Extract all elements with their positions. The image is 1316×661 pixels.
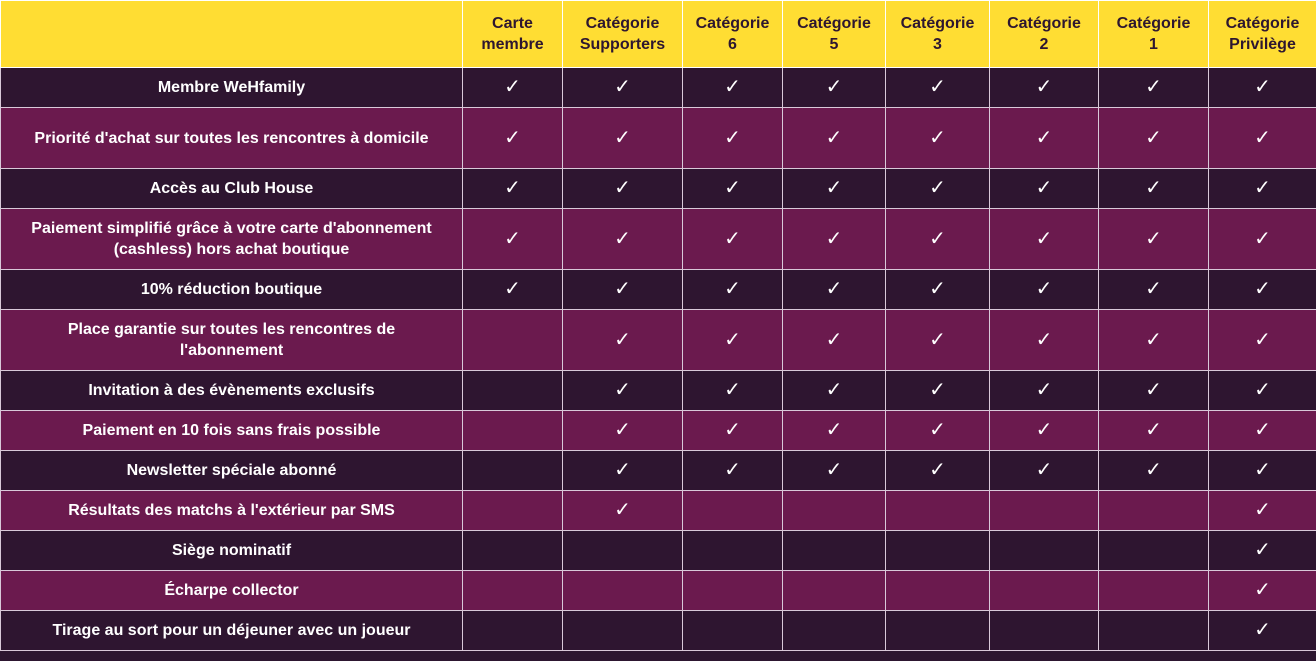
check-cell xyxy=(463,451,563,491)
check-cell xyxy=(783,270,886,310)
checkmark-icon: ✓ xyxy=(1145,326,1162,351)
check-cell xyxy=(1209,169,1316,209)
check-cell xyxy=(563,611,683,651)
check-cell xyxy=(563,411,683,451)
check-cell xyxy=(990,270,1099,310)
check-cell xyxy=(783,491,886,531)
check-cell xyxy=(1099,411,1209,451)
checkmark-icon: ✓ xyxy=(614,276,631,300)
check-cell xyxy=(683,371,783,411)
table-row xyxy=(1,169,1316,209)
check-cell xyxy=(886,611,990,651)
checkmark-icon: ✓ xyxy=(504,175,521,199)
check-cell xyxy=(463,371,563,411)
check-cell xyxy=(886,68,990,108)
check-cell xyxy=(783,411,886,451)
checkmark-icon: ✓ xyxy=(929,417,946,441)
checkmark-icon: ✓ xyxy=(825,417,843,441)
check-cell xyxy=(886,411,990,451)
table-row xyxy=(1,68,1316,108)
check-cell xyxy=(683,571,783,611)
checkmark-icon: ✓ xyxy=(1254,225,1271,250)
checkmark-icon: ✓ xyxy=(1145,225,1162,250)
checkmark-icon: ✓ xyxy=(1145,457,1162,481)
check-cell xyxy=(1099,108,1209,169)
checkmark-icon: ✓ xyxy=(614,457,631,481)
checkmark-icon: ✓ xyxy=(1035,326,1053,351)
check-cell xyxy=(990,68,1099,108)
checkmark-icon: ✓ xyxy=(1254,326,1271,351)
checkmark-icon: ✓ xyxy=(929,377,946,401)
checkmark-icon: ✓ xyxy=(1254,276,1271,300)
checkmark-icon: ✓ xyxy=(614,225,631,250)
checkmark-icon: ✓ xyxy=(1145,276,1162,300)
checkmark-icon: ✓ xyxy=(724,377,741,401)
check-cell xyxy=(886,571,990,611)
check-cell xyxy=(990,371,1099,411)
checkmark-icon: ✓ xyxy=(929,124,946,149)
checkmark-icon: ✓ xyxy=(724,124,741,149)
check-cell xyxy=(1099,571,1209,611)
check-cell xyxy=(1209,371,1316,411)
checkmark-icon: ✓ xyxy=(1035,124,1053,149)
check-cell xyxy=(683,611,783,651)
check-cell xyxy=(886,169,990,209)
check-cell xyxy=(683,531,783,571)
checkmark-icon: ✓ xyxy=(929,457,946,481)
checkmark-icon: ✓ xyxy=(825,225,843,250)
check-cell xyxy=(783,531,886,571)
feature-label: Membre WeHfamily xyxy=(1,68,463,108)
checkmark-icon: ✓ xyxy=(929,175,946,199)
check-cell xyxy=(1099,68,1209,108)
check-cell xyxy=(1099,270,1209,310)
table-row xyxy=(1,491,1316,531)
check-cell xyxy=(1099,209,1209,270)
feature-label: Siège nominatif xyxy=(1,531,463,571)
checkmark-icon: ✓ xyxy=(1035,225,1053,250)
check-cell xyxy=(990,451,1099,491)
check-cell xyxy=(990,209,1099,270)
check-cell xyxy=(1209,310,1316,371)
check-cell xyxy=(783,108,886,169)
check-cell xyxy=(463,531,563,571)
checkmark-icon: ✓ xyxy=(1145,74,1162,98)
check-cell xyxy=(990,531,1099,571)
check-cell xyxy=(463,169,563,209)
check-cell xyxy=(463,310,563,371)
checkmark-icon: ✓ xyxy=(1035,74,1053,98)
checkmark-icon: ✓ xyxy=(825,326,843,351)
check-cell xyxy=(886,209,990,270)
check-cell xyxy=(563,169,683,209)
table-row xyxy=(1,108,1316,169)
checkmark-icon: ✓ xyxy=(724,225,741,250)
check-cell xyxy=(783,571,886,611)
check-cell xyxy=(563,68,683,108)
header-row xyxy=(1,1,1316,68)
column-header: Catégorie 5 xyxy=(783,1,886,68)
check-cell xyxy=(990,571,1099,611)
check-cell xyxy=(463,411,563,451)
check-cell xyxy=(886,310,990,371)
checkmark-icon: ✓ xyxy=(1035,457,1053,481)
feature-label: Écharpe collector xyxy=(1,571,463,611)
checkmark-icon: ✓ xyxy=(1254,617,1271,641)
feature-label: Tirage au sort pour un déjeuner avec un joueur xyxy=(1,611,463,651)
check-cell xyxy=(683,310,783,371)
check-cell xyxy=(783,371,886,411)
check-cell xyxy=(886,371,990,411)
check-cell xyxy=(1099,371,1209,411)
table-row xyxy=(1,451,1316,491)
check-cell xyxy=(563,310,683,371)
check-cell xyxy=(1209,108,1316,169)
feature-label: Priorité d'achat sur toutes les rencontres à domicile xyxy=(1,108,463,169)
checkmark-icon: ✓ xyxy=(1254,74,1271,98)
check-cell xyxy=(990,310,1099,371)
check-cell xyxy=(783,209,886,270)
checkmark-icon: ✓ xyxy=(1145,175,1162,199)
check-cell xyxy=(783,169,886,209)
checkmark-icon: ✓ xyxy=(825,276,843,300)
check-cell xyxy=(1209,571,1316,611)
check-cell xyxy=(563,371,683,411)
check-cell xyxy=(886,270,990,310)
checkmark-icon: ✓ xyxy=(1254,124,1271,149)
checkmark-icon: ✓ xyxy=(724,457,741,481)
check-cell xyxy=(683,68,783,108)
feature-label: Place garantie sur toutes les rencontres de l'abonnement xyxy=(1,310,463,371)
checkmark-icon: ✓ xyxy=(614,124,631,149)
column-header: Carte membre xyxy=(463,1,563,68)
checkmark-icon: ✓ xyxy=(825,377,843,401)
check-cell xyxy=(1209,411,1316,451)
checkmark-icon: ✓ xyxy=(825,124,843,149)
checkmark-icon: ✓ xyxy=(1035,377,1053,401)
feature-label: Accès au Club House xyxy=(1,169,463,209)
checkmark-icon: ✓ xyxy=(1254,577,1271,601)
check-cell xyxy=(783,68,886,108)
check-cell xyxy=(990,169,1099,209)
check-cell xyxy=(990,611,1099,651)
checkmark-icon: ✓ xyxy=(929,74,946,98)
check-cell xyxy=(563,571,683,611)
check-cell xyxy=(886,108,990,169)
checkmark-icon: ✓ xyxy=(929,326,946,351)
check-cell xyxy=(990,491,1099,531)
checkmark-icon: ✓ xyxy=(724,326,741,351)
checkmark-icon: ✓ xyxy=(724,74,741,98)
checkmark-icon: ✓ xyxy=(504,225,521,250)
check-cell xyxy=(1209,270,1316,310)
checkmark-icon: ✓ xyxy=(614,377,631,401)
table-body xyxy=(1,68,1316,651)
checkmark-icon: ✓ xyxy=(1035,417,1053,441)
checkmark-icon: ✓ xyxy=(614,417,631,441)
checkmark-icon: ✓ xyxy=(1254,457,1271,481)
table-row xyxy=(1,571,1316,611)
checkmark-icon: ✓ xyxy=(1145,377,1162,401)
checkmark-icon: ✓ xyxy=(1254,377,1271,401)
checkmark-icon: ✓ xyxy=(1035,175,1053,199)
table-row xyxy=(1,531,1316,571)
checkmark-icon: ✓ xyxy=(614,74,631,98)
checkmark-icon: ✓ xyxy=(825,175,843,199)
check-cell xyxy=(463,108,563,169)
checkmark-icon: ✓ xyxy=(614,326,631,351)
check-cell xyxy=(463,68,563,108)
check-cell xyxy=(1209,491,1316,531)
feature-label: 10% réduction boutique xyxy=(1,270,463,310)
check-cell xyxy=(1209,209,1316,270)
check-cell xyxy=(683,209,783,270)
column-header: Catégorie Privilège xyxy=(1209,1,1316,68)
check-cell xyxy=(683,411,783,451)
checkmark-icon: ✓ xyxy=(724,276,741,300)
check-cell xyxy=(563,209,683,270)
feature-label: Newsletter spéciale abonné xyxy=(1,451,463,491)
column-header: Catégorie 6 xyxy=(683,1,783,68)
check-cell xyxy=(463,571,563,611)
feature-label: Invitation à des évènements exclusifs xyxy=(1,371,463,411)
check-cell xyxy=(990,108,1099,169)
check-cell xyxy=(563,491,683,531)
check-cell xyxy=(683,451,783,491)
header-corner-cell xyxy=(1,1,463,68)
check-cell xyxy=(683,169,783,209)
check-cell xyxy=(1209,451,1316,491)
check-cell xyxy=(1209,531,1316,571)
checkmark-icon: ✓ xyxy=(1254,537,1271,561)
checkmark-icon: ✓ xyxy=(1254,417,1271,441)
feature-label: Paiement en 10 fois sans frais possible xyxy=(1,411,463,451)
check-cell xyxy=(1099,451,1209,491)
checkmark-icon: ✓ xyxy=(1254,497,1271,521)
column-header: Catégorie Supporters xyxy=(563,1,683,68)
checkmark-icon: ✓ xyxy=(724,175,741,199)
table-row xyxy=(1,270,1316,310)
check-cell xyxy=(683,491,783,531)
checkmark-icon: ✓ xyxy=(825,457,843,481)
check-cell xyxy=(463,611,563,651)
feature-label: Paiement simplifié grâce à votre carte d'abonnement (cashless) hors achat boutique xyxy=(1,209,463,270)
check-cell xyxy=(783,451,886,491)
column-header: Catégorie 1 xyxy=(1099,1,1209,68)
checkmark-icon: ✓ xyxy=(825,74,843,98)
checkmark-icon: ✓ xyxy=(1145,417,1162,441)
table-row xyxy=(1,611,1316,651)
check-cell xyxy=(886,531,990,571)
check-cell xyxy=(783,611,886,651)
feature-label: Résultats des matchs à l'extérieur par SMS xyxy=(1,491,463,531)
check-cell xyxy=(463,270,563,310)
check-cell xyxy=(886,491,990,531)
checkmark-icon: ✓ xyxy=(614,497,631,521)
check-cell xyxy=(1099,491,1209,531)
check-cell xyxy=(1099,169,1209,209)
checkmark-icon: ✓ xyxy=(504,124,521,149)
checkmark-icon: ✓ xyxy=(929,225,946,250)
checkmark-icon: ✓ xyxy=(504,276,521,300)
table-row xyxy=(1,371,1316,411)
check-cell xyxy=(683,270,783,310)
check-cell xyxy=(563,451,683,491)
column-header: Catégorie 2 xyxy=(990,1,1099,68)
table-row xyxy=(1,411,1316,451)
check-cell xyxy=(1209,68,1316,108)
check-cell xyxy=(783,310,886,371)
table-row xyxy=(1,209,1316,270)
checkmark-icon: ✓ xyxy=(929,276,946,300)
check-cell xyxy=(683,108,783,169)
checkmark-icon: ✓ xyxy=(1254,175,1271,199)
check-cell xyxy=(563,270,683,310)
check-cell xyxy=(463,209,563,270)
check-cell xyxy=(1099,310,1209,371)
column-header: Catégorie 3 xyxy=(886,1,990,68)
checkmark-icon: ✓ xyxy=(504,74,521,98)
check-cell xyxy=(886,451,990,491)
checkmark-icon: ✓ xyxy=(1145,124,1162,149)
check-cell xyxy=(990,411,1099,451)
check-cell xyxy=(563,108,683,169)
check-cell xyxy=(463,491,563,531)
check-cell xyxy=(1099,531,1209,571)
check-cell xyxy=(1099,611,1209,651)
checkmark-icon: ✓ xyxy=(724,417,741,441)
check-cell xyxy=(563,531,683,571)
table-row xyxy=(1,310,1316,371)
check-cell xyxy=(1209,611,1316,651)
checkmark-icon: ✓ xyxy=(614,175,631,199)
checkmark-icon: ✓ xyxy=(1035,276,1053,300)
